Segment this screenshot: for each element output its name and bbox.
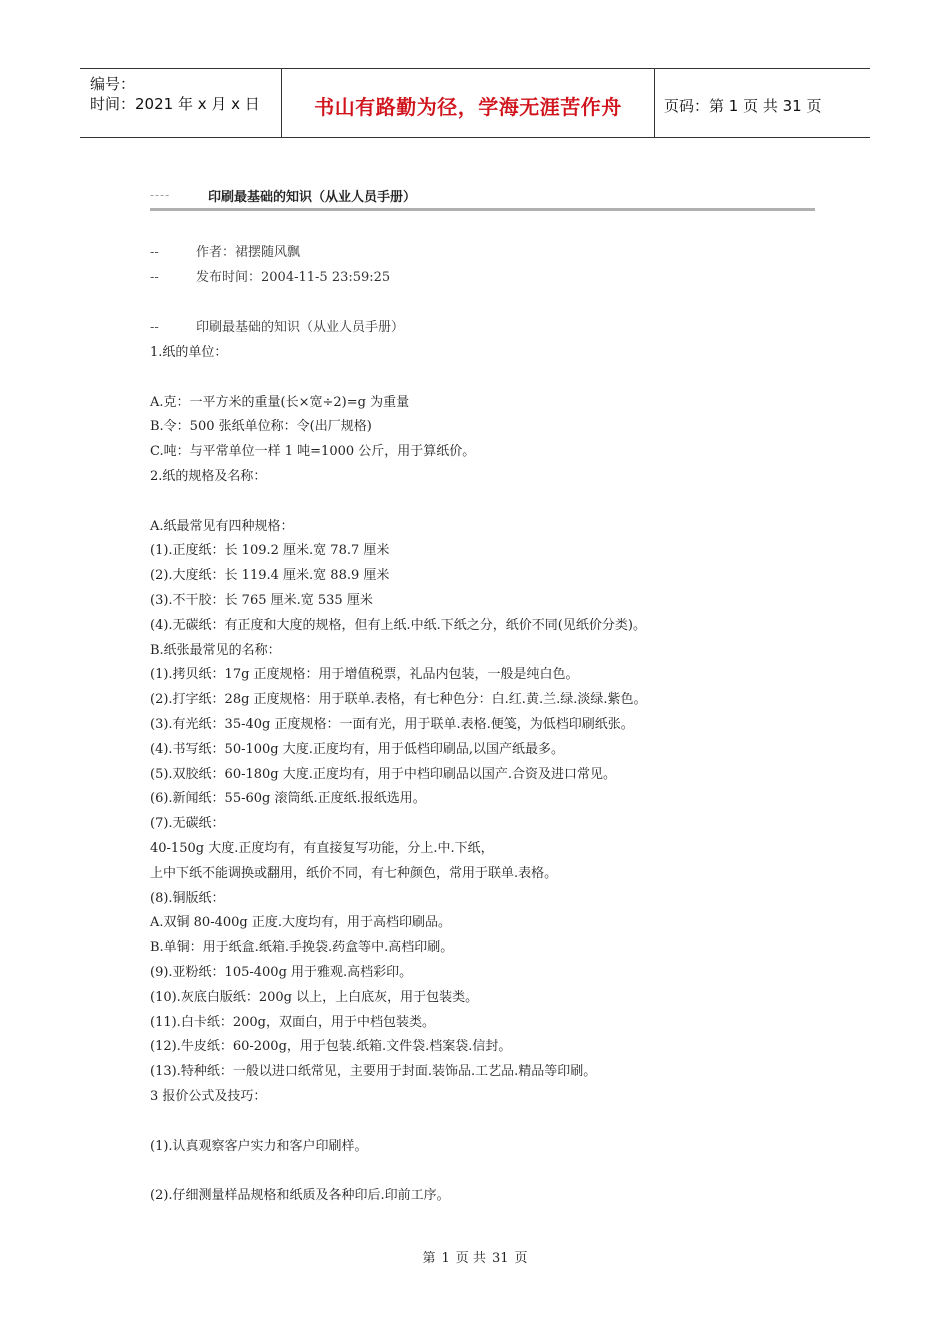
header-info-cell	[80, 69, 281, 137]
subtitle-text: 印刷最基础的知识（从业人员手册）	[196, 320, 405, 335]
body-line: (8).铜版纸：	[150, 890, 225, 906]
body-line: (11).白卡纸：200g，双面白，用于中档包装类。	[150, 1014, 435, 1030]
body-line: (2).仔细测量样品规格和纸质及各种印后.印前工序。	[150, 1188, 450, 1204]
body-line: 40-150g 大度.正度均有，有直接复写功能，分上.中.下纸，	[150, 841, 494, 856]
meta-dash: --	[150, 245, 159, 260]
page-footer	[0, 1247, 950, 1266]
header-page-cell	[654, 69, 870, 137]
body-line: (2).打字纸：28g 正度规格：用于联单.表格，有七种色分：白.红.黄.兰.绿.淡绿.紫色。	[150, 692, 647, 708]
subtitle-line	[150, 316, 404, 335]
footer-total-pages: 31	[491, 1251, 509, 1266]
body-line: (4).无碳纸：有正度和大度的规格，但有上纸.中纸.下纸之分，纸价不同(见纸价分类)。	[150, 617, 646, 633]
body-line: (3).不干胶：长 765 厘米.宽 535 厘米	[150, 593, 373, 608]
body-line: (12).牛皮纸：60-200g，用于包装.纸箱.文件袋.档案袋.信封。	[150, 1039, 512, 1055]
body-line: 2.纸的规格及名称：	[150, 469, 267, 484]
body-line: (6).新闻纸：55-60g 滚筒纸.正度纸.报纸选用。	[150, 791, 426, 807]
body-line: (4).书写纸：50-100g 大度.正度均有，用于低档印刷品,以国产纸最多。	[150, 741, 565, 757]
body-line: 3 报价公式及技巧：	[150, 1089, 267, 1104]
body-line: (13).特种纸：一般以进口纸常见，主要用于封面.装饰品.工艺品.精品等印刷。	[150, 1064, 597, 1080]
body-line: B.单铜：用于纸盒.纸箱.手挽袋.药盒等中.高档印刷。	[150, 940, 454, 956]
author-text: 作者：裙摆随风飘	[196, 245, 301, 260]
article-title: 印刷最基础的知识（从业人员手册）	[208, 190, 417, 205]
title-dashes: ----	[150, 188, 171, 202]
footer-prefix: 第	[422, 1251, 436, 1266]
header-motto-cell	[281, 69, 655, 137]
body-line: (5).双胶纸：60-180g 大度.正度均有，用于中档印刷品以国产.合资及进口常见。	[150, 766, 617, 782]
body-line: (1).认真观察客户实力和客户印刷样。	[150, 1138, 368, 1154]
body-line: (1).正度纸：长 109.2 厘米.宽 78.7 厘米	[150, 543, 390, 559]
body-line: A.纸最常见有四种规格：	[150, 518, 294, 534]
body-line: (9).亚粉纸：105-400g 用于雅观.高档彩印。	[150, 965, 413, 980]
body-line: (2).大度纸：长 119.4 厘米.宽 88.9 厘米	[150, 568, 390, 584]
body-line: (1).拷贝纸：17g 正度规格：用于增值税票，礼品内包装，一般是纯白色。	[150, 667, 579, 683]
meta-dash: --	[150, 270, 159, 285]
body-line: A.双铜 80-400g 正度.大度均有，用于高档印刷品。	[150, 915, 451, 931]
body-line: (10).灰底白版纸：200g 以上，上白底灰，用于包装类。	[150, 989, 479, 1005]
body-line: 上中下纸不能调换或翻用，纸价不同，有七种颜色，常用于联单.表格。	[150, 865, 558, 881]
footer-mid: 页 共	[455, 1251, 486, 1266]
body-line: A.克：一平方米的重量(长×宽÷2)=g 为重量	[150, 394, 410, 410]
page-code: 页码：第 1 页 共 31 页	[664, 97, 822, 115]
title-divider	[150, 208, 815, 211]
publish-time-line	[150, 266, 390, 285]
document-header	[80, 68, 870, 138]
footer-suffix: 页	[514, 1251, 528, 1266]
author-line	[150, 241, 300, 260]
time-label: 时间：2021 年 x 月 x 日	[90, 95, 260, 113]
body-line: (7).无碳纸：	[150, 816, 225, 832]
motto: 书山有路勤为径，学海无涯苦作舟	[314, 95, 622, 119]
footer-page-number: 1	[441, 1251, 450, 1266]
body-line: B.纸张最常见的名称：	[150, 642, 281, 658]
meta-dash: --	[150, 320, 159, 335]
publish-time-text: 发布时间：2004-11-5 23:59:25	[196, 270, 391, 285]
body-line: (3).有光纸：35-40g 正度规格：一面有光，用于联单.表格.便笺，为低档印刷纸张。	[150, 717, 634, 732]
article-title-row	[150, 186, 815, 210]
body-line: C.吨：与平常单位一样 1 吨=1000 公斤，用于算纸价。	[150, 444, 476, 460]
number-label: 编号：	[90, 75, 136, 93]
body-line: 1.纸的单位：	[150, 345, 228, 360]
body-line: B.令：500 张纸单位称：令(出厂规格)	[150, 419, 372, 435]
